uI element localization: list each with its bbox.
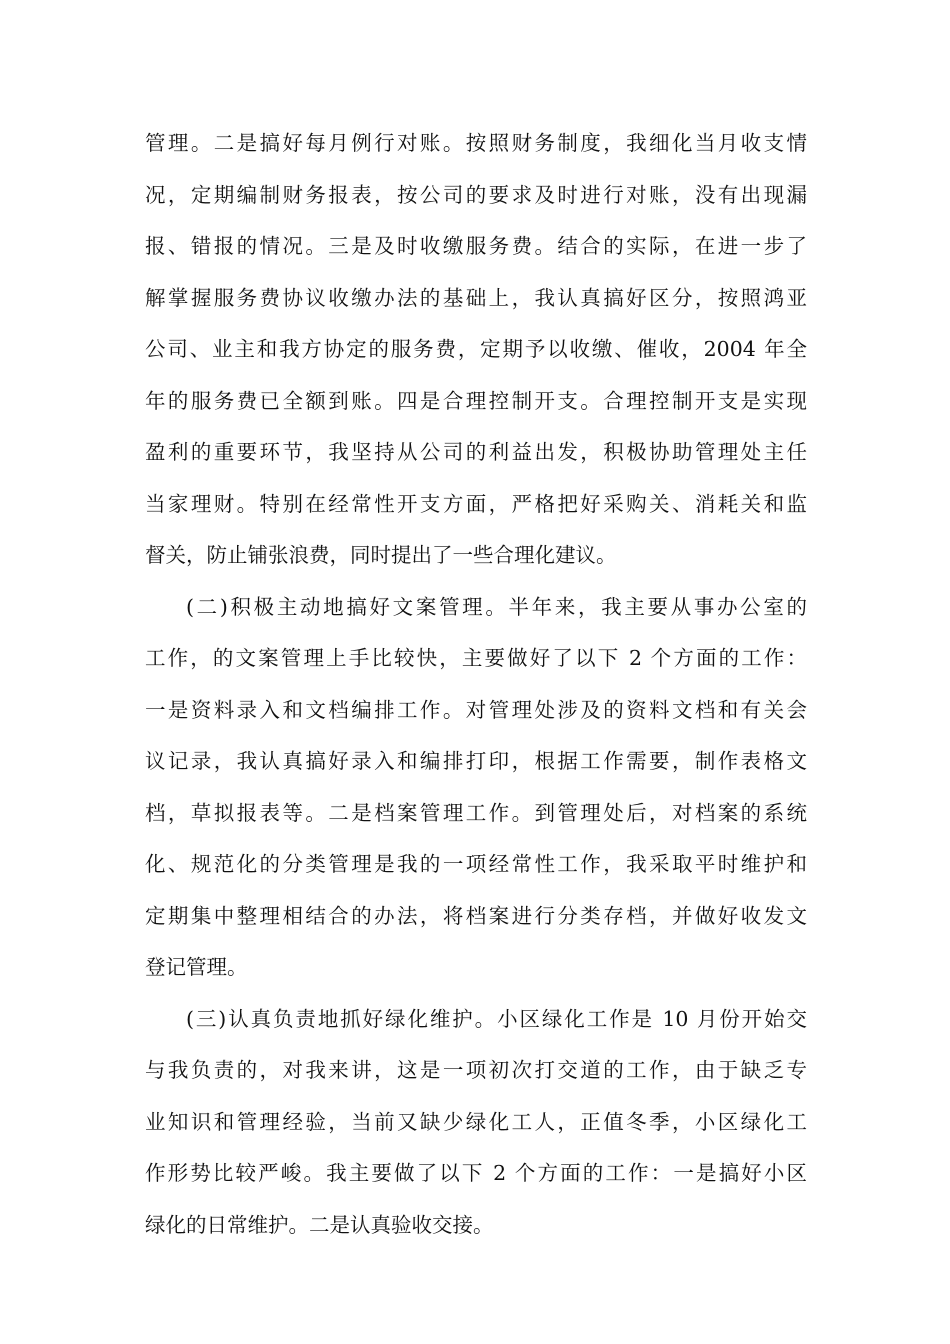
text-line: 化、规范化的分类管理是我的一项经常性工作，我采取平时维护和 — [145, 852, 807, 876]
paragraph-document-management — [145, 582, 807, 994]
paragraph-greening — [145, 994, 807, 1252]
text-line: 档，草拟报表等。二是档案管理工作。到管理处后，对档案的系统 — [145, 800, 807, 825]
text-line: 年的服务费已全额到账。四是合理控制开支。合理控制开支是实现 — [145, 388, 807, 413]
text-line: 议记录，我认真搞好录入和编排打印，根据工作需要，制作表格文 — [145, 749, 807, 773]
text-line: 一是资料录入和文档编排工作。对管理处涉及的资料文档和有关会 — [145, 697, 807, 722]
text-line: 登记管理。 — [145, 955, 248, 979]
text-line: 管理。二是搞好每月例行对账。按照财务制度，我细化当月收支情 — [145, 131, 807, 155]
text-line: 作形势比较严峻。我主要做了以下 2 个方面的工作：一是搞好小区 — [145, 1161, 807, 1185]
text-line: 况，定期编制财务报表，按公司的要求及时进行对账，没有出现漏 — [145, 182, 807, 207]
text-line: (三)认真负责地抓好绿化维护。小区绿化工作是 10 月份开始交 — [186, 1006, 807, 1031]
text-line: 解掌握服务费协议收缴办法的基础上，我认真搞好区分，按照鸿亚 — [145, 285, 807, 310]
text-line: 报、错报的情况。三是及时收缴服务费。结合的实际，在进一步了 — [145, 234, 807, 258]
text-line: 定期集中整理相结合的办法，将档案进行分类存档，并做好收发文 — [145, 903, 807, 928]
text-line: (二)积极主动地搞好文案管理。半年来，我主要从事办公室的 — [186, 594, 807, 619]
text-line: 盈利的重要环节，我坚持从公司的利益出发，积极协助管理处主任 — [145, 440, 807, 464]
text-line: 业知识和管理经验，当前又缺少绿化工人，正值冬季，小区绿化工 — [145, 1109, 807, 1134]
text-line: 绿化的日常维护。二是认真验收交接。 — [145, 1212, 494, 1237]
paragraph-finance — [145, 118, 807, 582]
text-line: 工作，的文案管理上手比较快，主要做好了以下 2 个方面的工作： — [145, 646, 807, 670]
text-line: 与我负责的，对我来讲，这是一项初次打交道的工作，由于缺乏专 — [145, 1058, 807, 1082]
text-line: 当家理财。特别在经常性开支方面，严格把好采购关、消耗关和监 — [145, 491, 807, 516]
text-line: 督关，防止铺张浪费，同时提出了一些合理化建议。 — [145, 543, 617, 567]
document-body — [145, 118, 807, 1251]
text-line: 公司、业主和我方协定的服务费，定期予以收缴、催收，2004 年全 — [145, 337, 807, 361]
